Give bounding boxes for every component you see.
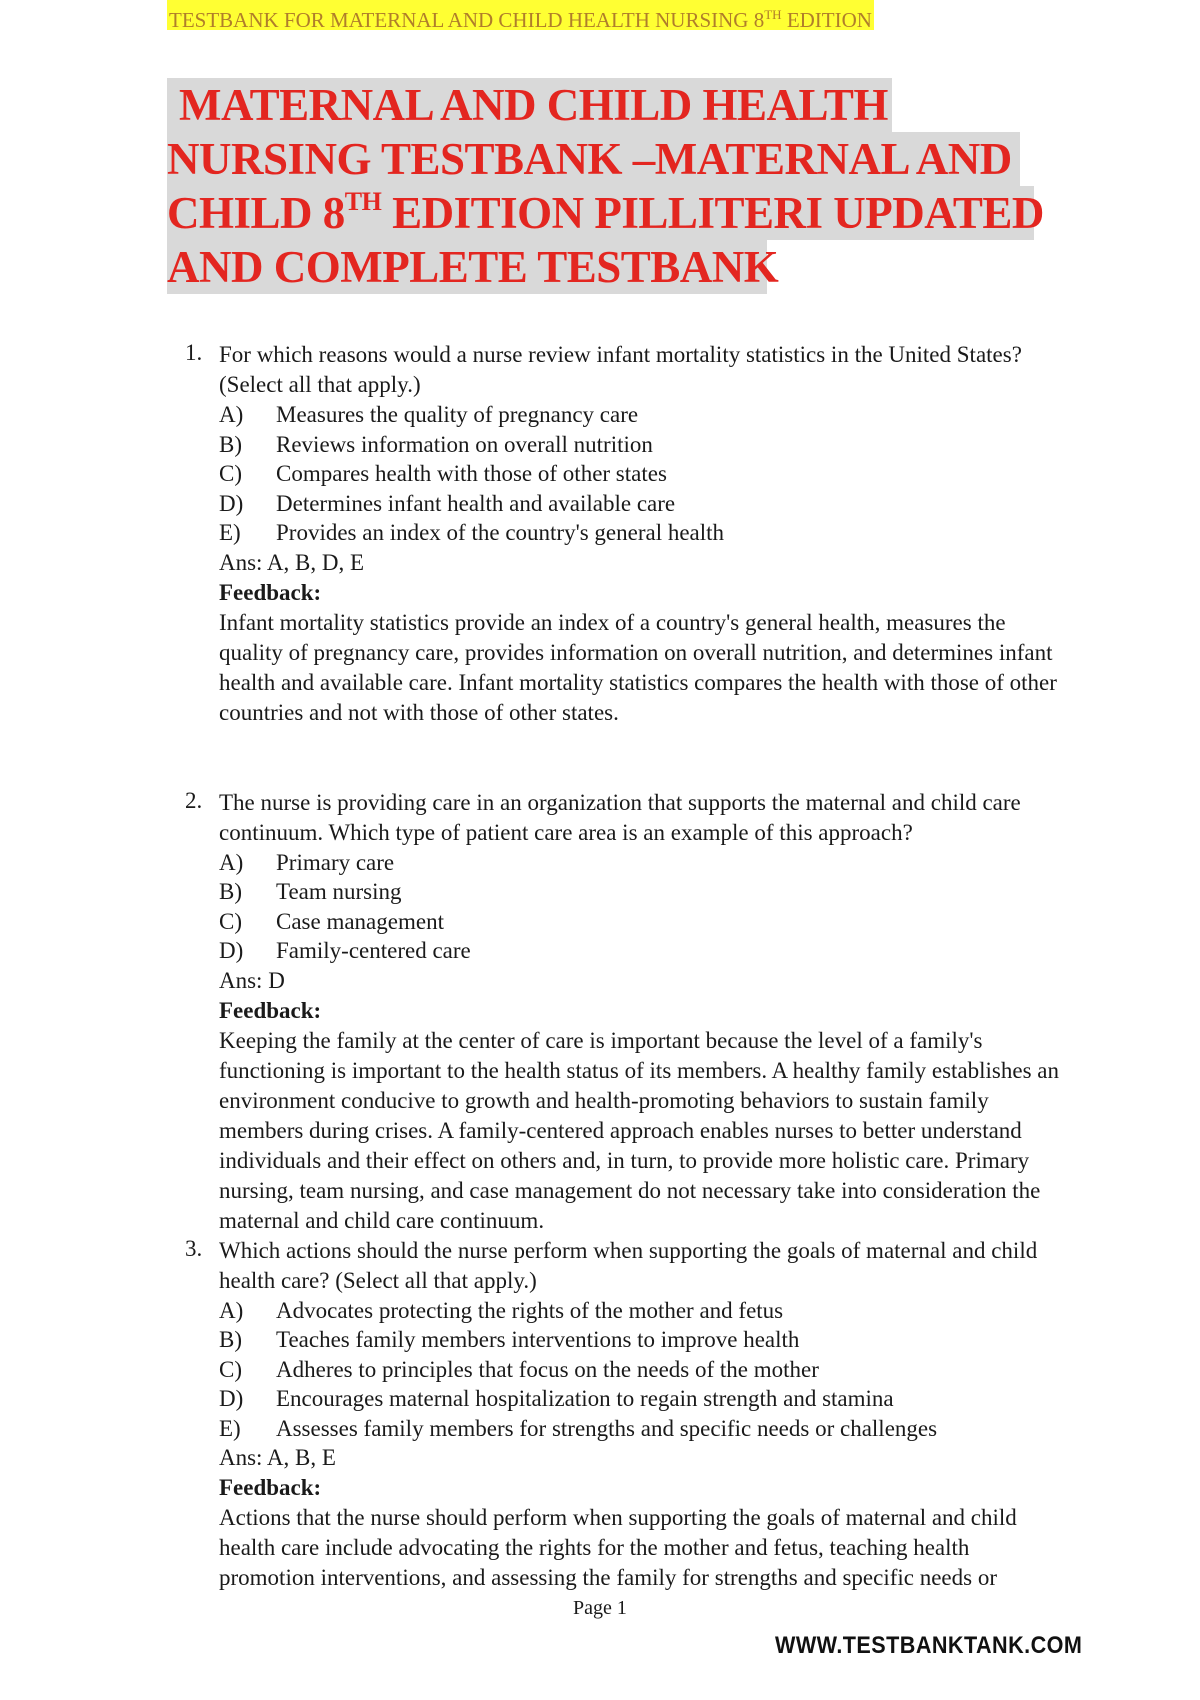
option-letter: C) [219,908,242,934]
option-text: Encourages maternal hospitalization to regain strength and stamina [276,1386,894,1411]
option-text: Provides an index of the country's general health [276,520,725,545]
header-banner-tail: EDITION [781,8,872,32]
answer-key: Ans: A, B, D, E [219,549,365,575]
question-number: 2. [185,787,203,813]
option-letter: E) [219,1415,241,1441]
answer-option [219,459,1065,489]
option-letter: D) [219,1386,244,1411]
page-number: Page 1 [573,1597,627,1619]
answer-option [219,1325,1065,1355]
question-2 [185,788,1065,1236]
answer-option [219,1414,1065,1444]
feedback-text: Keeping the family at the center of care is important because the level of a family's functioning is important to the health status of its members. A healthy family establishes an environment conducive to growth and health-promoting behaviors to sustain family members during crises. A family-centered approach enables nurses to better understand individuals and their effect on others and, in turn, to provide more holistic care. Primary nursing, team nursing, and case management do not necessary take into consideration the maternal and child care continuum. [219,1027,1059,1233]
option-text: Family-centered care [276,938,471,963]
option-text: Adheres to principles that focus on the needs of the mother [276,1356,819,1382]
answer-key: Ans: D [219,967,285,993]
option-letter: B) [219,1327,242,1352]
feedback-label: Feedback: [219,997,322,1023]
answer-option [219,907,1065,937]
option-text: Reviews information on overall nutrition [276,431,653,457]
title-line-3-sup: TH [344,187,382,216]
option-letter: B) [219,879,242,904]
option-letter: A) [219,849,244,875]
option-letter: E) [219,520,241,545]
answer-option [219,1355,1065,1385]
question-list [185,340,1065,1593]
title-line-4: AND COMPLETE TESTBANK [167,242,779,292]
header-banner-text: TESTBANK FOR MATERNAL AND CHILD HEALTH NURSING 8 [169,8,765,32]
option-letter: D) [219,490,244,516]
question-number: 3. [185,1235,203,1261]
feedback-label: Feedback: [219,579,322,605]
question-number: 1. [185,340,203,365]
option-text: Determines infant health and available care [276,490,676,516]
answer-option [219,877,1065,907]
option-letter: D) [219,938,244,963]
answer-option [219,489,1065,519]
site-url: WWW.TESTBANKTANK.COM [775,1632,1083,1659]
option-letter: A) [219,402,244,427]
title-line-1: MATERNAL AND CHILD HEALTH [167,78,892,132]
header-banner [167,0,874,30]
answer-option [219,400,1065,430]
answer-option [219,1384,1065,1414]
question-stem: For which reasons would a nurse review infant mortality statistics in the United States? (Select all that apply.) [219,342,1022,397]
answer-option [219,1296,1065,1326]
answer-option [219,518,1065,548]
option-letter: B) [219,431,242,457]
answer-option [219,430,1065,460]
option-text: Measures the quality of pregnancy care [276,402,639,427]
title-line-3-post: EDITION PILLITERI UPDATED [381,188,1044,238]
header-banner-sup: TH [764,7,782,22]
feedback-label: Feedback: [219,1475,322,1500]
title-line-3-pre: CHILD 8 [167,188,345,238]
document-title [167,78,1067,294]
option-letter: C) [219,1356,242,1382]
option-letter: C) [219,461,242,486]
option-text: Compares health with those of other states [276,461,667,486]
question-stem: The nurse is providing care in an organization that supports the maternal and child care continuum. Which type of patient care area is an example of this approach? [219,789,1021,845]
feedback-text: Infant mortality statistics provide an index of a country's general health, measures the quality of pregnancy care, provides information on overall nutrition, and determines infant health and available care. Infant mortality statistics compares the health with those of other countries and not with those of other states. [219,609,1057,725]
option-text: Teaches family members interventions to improve health [276,1327,800,1352]
answer-option [219,936,1065,966]
option-text: Advocates protecting the rights of the mother and fetus [276,1297,784,1323]
question-1 [185,340,1065,728]
option-letter: A) [219,1297,244,1323]
question-stem: Which actions should the nurse perform when supporting the goals of maternal and child health care? (Select all that apply.) [219,1237,1038,1293]
option-text: Assesses family members for strengths and specific needs or challenges [276,1415,938,1441]
option-text: Case management [276,908,444,934]
option-text: Team nursing [276,879,402,904]
answer-option [219,848,1065,878]
title-line-3 [167,186,1044,240]
option-text: Primary care [276,849,395,875]
feedback-text: Actions that the nurse should perform when supporting the goals of maternal and child health care include advocating the rights for the mother and fetus, teaching health promotion interventions, and assessing the family for strengths and specific needs or [219,1505,1017,1590]
title-line-2: NURSING TESTBANK –MATERNAL AND [167,132,1020,186]
answer-key: Ans: A, B, E [219,1445,336,1470]
question-3 [185,1236,1065,1594]
